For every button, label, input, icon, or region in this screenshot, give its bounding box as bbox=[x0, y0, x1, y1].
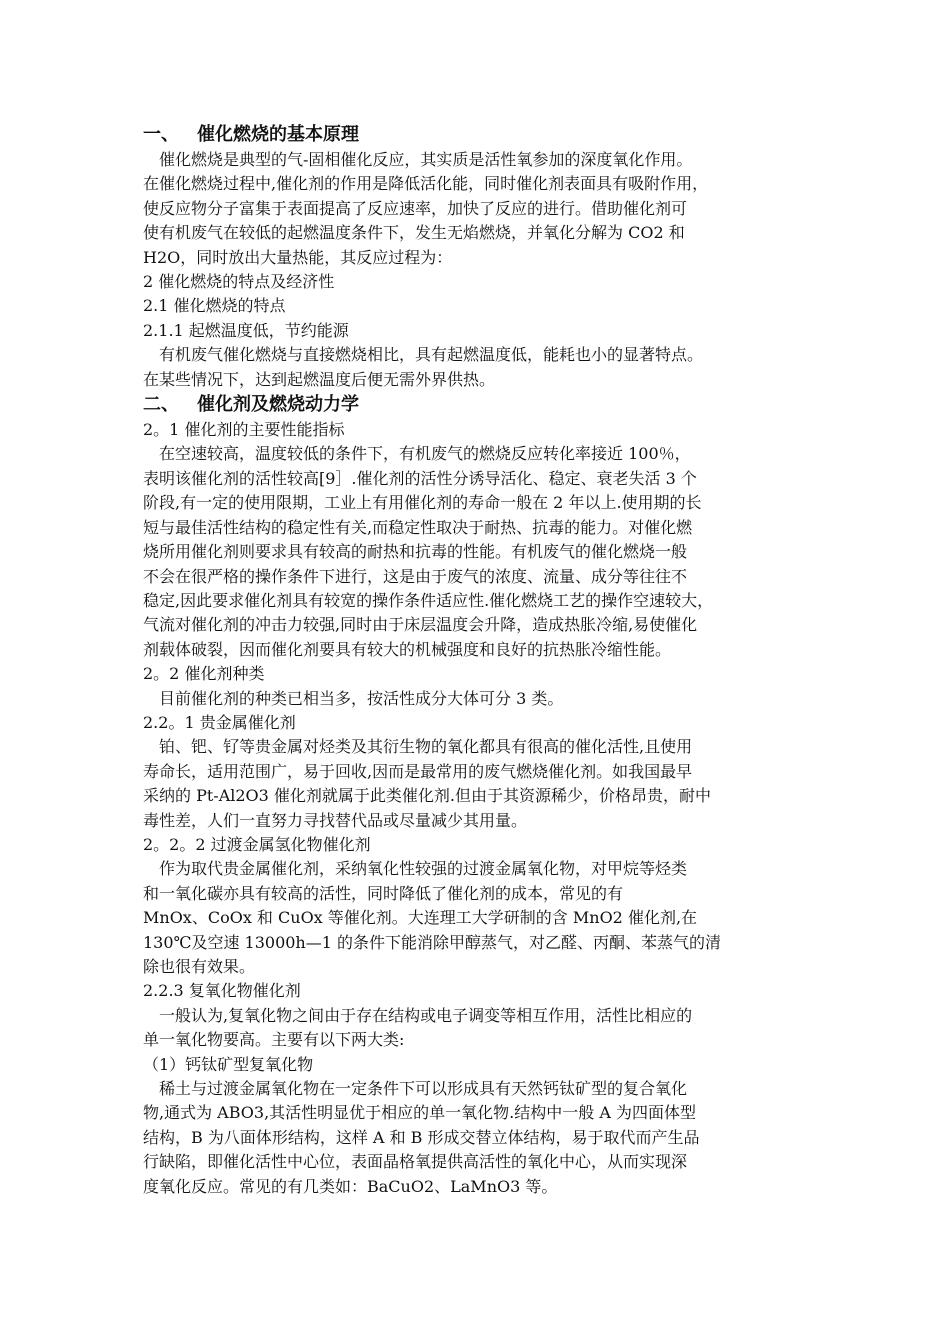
paragraph-line: 使有机废气在较低的起燃温度条件下，发生无焰燃烧，并氧化分解为 CO2 和 bbox=[143, 223, 685, 243]
paragraph bbox=[143, 1004, 815, 1053]
paragraph bbox=[143, 1077, 815, 1199]
paragraph-line: 单一氧化物要高。主要有以下两大类: bbox=[143, 1030, 405, 1050]
subsection-heading: 2.2。1 贵金属催化剂 bbox=[143, 712, 296, 732]
paragraph-line: MnOx、CoOx 和 CuOx 等催化剂。大连理工大学研制的含 MnO2 催化剂,在 bbox=[143, 908, 698, 928]
paragraph-line: 度氧化反应。常见的有几类如：BaCuO2、LaMnO3 等。 bbox=[143, 1176, 558, 1196]
section-title: 催化燃烧的基本原理 bbox=[197, 124, 359, 145]
paragraph-line: H2O，同时放出大量热能，其反应过程为： bbox=[143, 247, 453, 267]
paragraph-line: 作为取代贵金属催化剂，采纳氧化性较强的过渡金属氧化物，对甲烷等烃类 bbox=[143, 859, 688, 879]
paragraph-line: 结构，B 为八面体形结构，这样 A 和 B 形成交替立体结构，易于取代而产生品 bbox=[143, 1127, 700, 1147]
paragraph bbox=[143, 442, 815, 662]
paragraph-line: 气流对催化剂的冲击力较强,同时由于床层温度会升降，造成热胀冷缩,易使催化 bbox=[143, 615, 698, 635]
paragraph-line: 在催化燃烧过程中,催化剂的作用是降低活化能，同时催化剂表面具有吸附作用， bbox=[143, 174, 709, 194]
subsection-heading: 2。1 催化剂的主要性能指标 bbox=[143, 420, 345, 440]
paragraph-line: 在某些情况下，达到起燃温度后便无需外界供热。 bbox=[143, 369, 496, 389]
section-number: 二、 bbox=[143, 394, 179, 416]
subsection-heading: 2。2。2 过渡金属氢化物催化剂 bbox=[143, 834, 371, 854]
paragraph-line: 使反应物分子富集于表面提高了反应速率，加快了反应的进行。借助催化剂可 bbox=[143, 198, 688, 218]
paragraph-line: 目前催化剂的种类已相当多，按活性成分大体可分 3 类。 bbox=[143, 688, 564, 708]
subsection-heading: 2。2 催化剂种类 bbox=[143, 664, 265, 684]
paragraph-line: 和一氧化碳亦具有较高的活性，同时降低了催化剂的成本，常见的有 bbox=[143, 883, 624, 903]
paragraph-line: 有机废气催化燃烧与直接燃烧相比，具有起燃温度低，能耗也小的显著特点。 bbox=[143, 345, 704, 365]
paragraph-line: 阶段,有一定的使用限期，工业上有用催化剂的寿命一般在 2 年以上.使用期的长 bbox=[143, 493, 702, 513]
subsection-heading: 2.2.3 复氧化物催化剂 bbox=[143, 981, 301, 1001]
subsection-heading: 2.1.1 起燃温度低，节约能源 bbox=[143, 320, 349, 340]
section-heading bbox=[143, 392, 815, 418]
paragraph-line: 除也很有效果。 bbox=[143, 957, 256, 976]
paragraph-line: 剂载体破裂，因而催化剂要具有较大的机械强度和良好的抗热胀冷缩性能。 bbox=[143, 639, 672, 659]
paragraph-line: 寿命长，适用范围广，易于回收,因而是最常用的废气燃烧催化剂。如我国最早 bbox=[143, 761, 693, 781]
paragraph-line: 铂、钯、钌等贵金属对烃类及其衍生物的氧化都具有很高的催化活性,且使用 bbox=[143, 737, 693, 757]
paragraph bbox=[143, 857, 815, 979]
paragraph bbox=[143, 687, 815, 711]
section-number: 一、 bbox=[143, 124, 179, 145]
paragraph bbox=[143, 148, 815, 270]
paragraph-line: 表明该催化剂的活性较高[9］.催化剂的活性分诱导活化、稳定、衰老失活 3 个 bbox=[143, 468, 697, 488]
paragraph-line: 在空速较高，温度较低的条件下，有机废气的燃烧反应转化率接近 100％， bbox=[143, 444, 691, 464]
paragraph bbox=[143, 735, 815, 833]
paragraph-line: 不会在很严格的操作条件下进行，这是由于废气的浓度、流量、成分等往往不 bbox=[143, 566, 688, 586]
subsection-heading: （1）钙钛矿型复氧化物 bbox=[143, 1054, 314, 1074]
paragraph-line: 稳定,因此要求催化剂具有较宽的操作条件适应性.催化燃烧工艺的操作空速较大， bbox=[143, 590, 714, 610]
subsection-heading: 2.1 催化燃烧的特点 bbox=[143, 296, 286, 316]
subsection-heading: 2 催化燃烧的特点及经济性 bbox=[143, 272, 335, 292]
paragraph-line: 烧所用催化剂则要求具有较高的耐热和抗毒的性能。有机废气的催化燃烧一般 bbox=[143, 542, 688, 562]
paragraph-line: 催化燃烧是典型的气-固相催化反应，其实质是活性氧参加的深度氧化作用。 bbox=[143, 150, 693, 169]
paragraph bbox=[143, 343, 815, 392]
paragraph-line: 行缺陷，即催化活性中心位，表面晶格氧提供高活性的氧化中心，从而实现深 bbox=[143, 1152, 688, 1172]
section-heading bbox=[143, 122, 815, 148]
paragraph-line: 一般认为,复氧化物之间由于存在结构或电子调变等相互作用，活性比相应的 bbox=[143, 1005, 693, 1025]
paragraph-line: 毒性差，人们一直努力寻找替代品或尽量减少其用量。 bbox=[143, 810, 528, 830]
paragraph-line: 130℃及空速 13000h—1 的条件下能消除甲醇蒸气，对乙醛、丙酮、苯蒸气的清 bbox=[143, 932, 721, 952]
paragraph-line: 稀土与过渡金属氧化物在一定条件下可以形成具有天然钙钛矿型的复合氧化 bbox=[143, 1079, 688, 1099]
paragraph-line: 短与最佳活性结构的稳定性有关,而稳定性取决于耐热、抗毒的能力。对催化燃 bbox=[143, 517, 693, 537]
paragraph-line: 物,通式为 ABO3,其活性明显优于相应的单一氧化物.结构中一般 A 为四面体型 bbox=[143, 1103, 696, 1123]
section-title: 催化剂及燃烧动力学 bbox=[197, 394, 359, 416]
document-page bbox=[143, 122, 815, 1199]
paragraph-line: 采纳的 Pt-Al2O3 催化剂就属于此类催化剂.但由于其资源稀少，价格昂贵，耐中 bbox=[143, 786, 712, 806]
